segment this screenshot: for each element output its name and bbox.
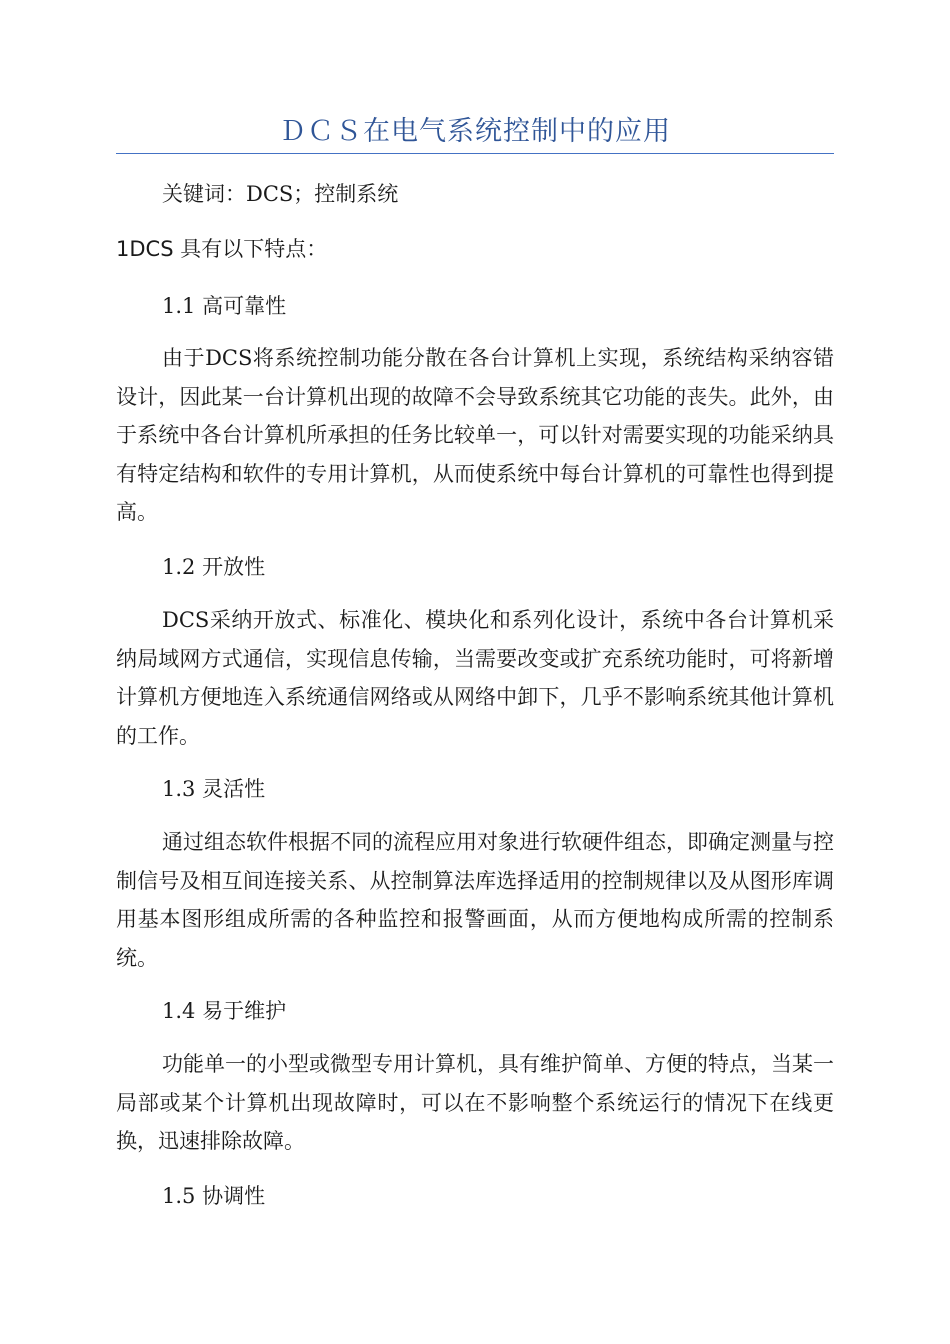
heading-1-1: 1.1 高可靠性 xyxy=(162,294,287,318)
section-1-heading: 1DCS 具有以下特点： xyxy=(116,237,328,261)
paragraph-1-1: 由于DCS将系统控制功能分散在各台计算机上实现，系统结构采纳容错设计，因此某一台计算机出现的故障不会导致系统其它功能的丧失。此外，由于系统中各台计算机所承担的任务比较单一，可以针对需要实现的功能采纳具有特定结构和软件的专用计算机，从而使系统中每台计算机的可靠性也得到提高。 xyxy=(116,346,834,525)
heading-1-2: 1.2 开放性 xyxy=(162,555,266,579)
paragraph-1-4: 功能单一的小型或微型专用计算机，具有维护简单、方便的特点，当某一局部或某个计算机出现故障时，可以在不影响整个系统运行的情况下在线更换，迅速排除故障。 xyxy=(116,1052,834,1154)
title-underline xyxy=(116,153,834,154)
heading-1-3: 1.3 灵活性 xyxy=(162,777,266,801)
keywords-line: 关键词：DCS；控制系统 xyxy=(162,182,399,206)
paragraph-1-2: DCS采纳开放式、标准化、模块化和系列化设计，系统中各台计算机采纳局域网方式通信，实现信息传输，当需要改变或扩充系统功能时，可将新增计算机方便地连入系统通信网络或从网络中卸下，几乎不影响系统其他计算机的工作。 xyxy=(116,608,834,748)
document-title: ＤＣＳ在电气系统控制中的应用 xyxy=(279,116,671,147)
heading-1-4: 1.4 易于维护 xyxy=(162,999,287,1023)
paragraph-1-3: 通过组态软件根据不同的流程应用对象进行软硬件组态，即确定测量与控制信号及相互间连接关系、从控制算法库选择适用的控制规律以及从图形库调用基本图形组成所需的各种监控和报警画面，从而方便地构成所需的控制系统。 xyxy=(116,830,834,970)
heading-1-5: 1.5 协调性 xyxy=(162,1184,266,1208)
